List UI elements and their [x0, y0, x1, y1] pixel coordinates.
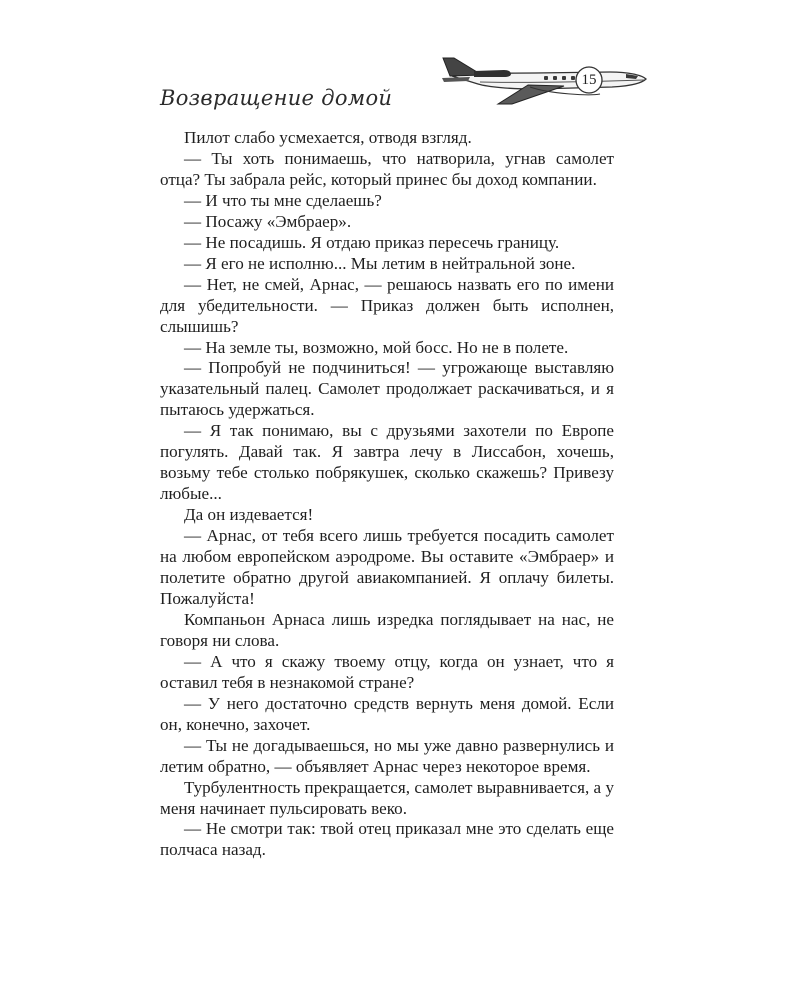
paragraph: — Попробуй не подчиниться! — угрожающе выставляю указательный палец. Самолет продолжает раскачиваться, и я пытаюсь удержаться.: [160, 358, 614, 420]
paragraph: — Нет, не смей, Арнас, — решаюсь назвать его по имени для убедительности. — Приказ должен быть исполнен, слышишь?: [160, 274, 614, 336]
body-text: [160, 128, 614, 861]
paragraph: — На земле ты, возможно, мой босс. Но не в полете.: [184, 337, 569, 357]
paragraph: Компаньон Арнаса лишь изредка поглядывает на нас, не говоря ни слова.: [160, 609, 614, 650]
paragraph: — Я так понимаю, вы с друзьями захотели по Европе погулять. Давай так. Я завтра лечу в Лиссабон, хочешь, возьму тебе столько побрякушек, сколько скажешь? Привезу любые...: [160, 421, 614, 504]
paragraph: — Посажу «Эмбраер».: [184, 211, 352, 231]
paragraph: — Ты хоть понимаешь, что натворила, угнав самолет отца? Ты забрала рейс, который принес бы доход компании.: [160, 148, 614, 189]
paragraph: — Ты не догадываешься, но мы уже давно развернулись и летим обратно, — объявляет Арнас через некоторое время.: [160, 735, 614, 776]
paragraph: — Не посадишь. Я отдаю приказ пересечь границу.: [184, 232, 560, 252]
paragraph: Турбулентность прекращается, самолет выравнивается, а у меня начинает пульсировать веко.: [160, 777, 614, 818]
paragraph: — Арнас, от тебя всего лишь требуется посадить самолет на любом европейском аэродроме. Вы оставите «Эмбраер» и полетите обратно другой авиакомпанией. Я оплачу билеты. Пожалуйста!: [160, 526, 614, 608]
page-header: [0, 0, 800, 120]
page-number: 15: [581, 71, 597, 88]
paragraph: — У него достаточно средств вернуть меня домой. Если он, конечно, захочет.: [160, 693, 614, 734]
paragraph: Да он издевается!: [184, 505, 314, 525]
running-title: Возвращение домой: [160, 86, 393, 110]
airplane-icon: [440, 52, 650, 112]
paragraph: — И что ты мне сделаешь?: [184, 190, 382, 210]
paragraph: — Я его не исполню... Мы летим в нейтральной зоне.: [184, 253, 576, 273]
paragraph: — Не смотри так: твой отец приказал мне это сделать еще полчаса назад.: [160, 819, 614, 860]
paragraph: Пилот слабо усмехается, отводя взгляд.: [184, 128, 472, 147]
paragraph: — А что я скажу твоему отцу, когда он узнает, что я оставил тебя в незнакомой стране?: [160, 651, 614, 692]
